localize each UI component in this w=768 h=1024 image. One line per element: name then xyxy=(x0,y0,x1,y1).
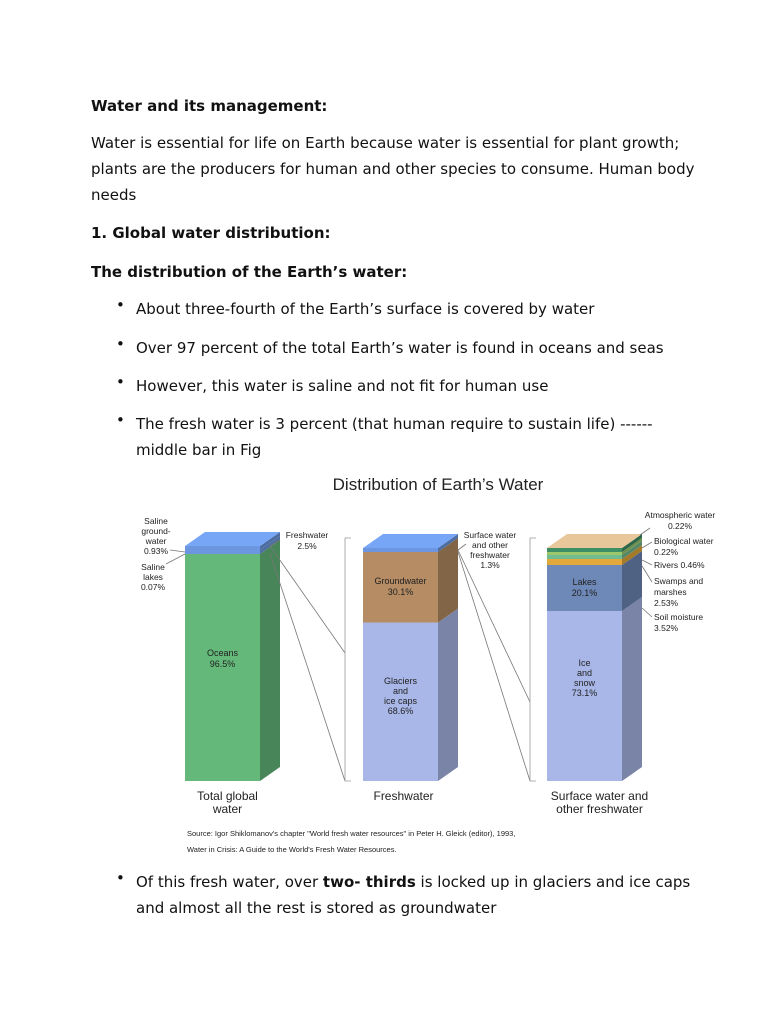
swamps-annotation: Swamps and marshes 2.53% xyxy=(654,576,704,608)
bar2-category-label: Freshwater xyxy=(373,789,434,803)
bullet-5-line-1 xyxy=(136,869,696,895)
section1-subheading: The distribution of the Earth’s water: xyxy=(91,263,408,281)
intro-line-2: plants are the producers for human and other species to consume. Human body xyxy=(91,160,695,178)
intro-line-1: Water is essential for life on Earth because water is essential for plant growth; xyxy=(91,134,680,152)
bullet-3: However, this water is saline and not fit for human use xyxy=(136,377,549,395)
atmospheric-annotation: Atmospheric water 0.22% xyxy=(644,510,716,531)
freshwater-annotation: Freshwater 2.5% xyxy=(285,530,329,551)
surface-connector-bottom xyxy=(458,552,530,781)
biological-leader xyxy=(642,542,652,548)
bullet-5-text-b: is locked up in glaciers and ice caps xyxy=(415,873,691,891)
bullet-marker: • xyxy=(116,335,125,353)
chart-title: Distribution of Earth’s Water xyxy=(332,475,544,494)
bar3-category-label: Surface water and other freshwater xyxy=(550,789,649,816)
groundwater-label: Groundwater 30.1% xyxy=(374,576,427,597)
biological-annotation: Biological water 0.22% xyxy=(654,536,714,557)
ice-snow-label: Ice and snow 73.1% xyxy=(571,658,598,698)
saline-lakes-leader xyxy=(166,554,185,564)
glaciers-label: Glaciers and ice caps 68.6% xyxy=(383,676,418,716)
rivers-annotation: Rivers 0.46% xyxy=(654,560,705,570)
lakes-label: Lakes 20.1% xyxy=(571,577,598,598)
bullet-marker: • xyxy=(116,411,125,429)
rivers-leader xyxy=(642,560,652,565)
surface-bracket xyxy=(530,538,536,781)
intro-line-3: needs xyxy=(91,186,137,204)
water-distribution-chart xyxy=(120,470,760,860)
atmospheric-leader xyxy=(640,528,650,535)
swamps-leader xyxy=(642,566,652,582)
freshwater-connector-bottom xyxy=(270,553,345,781)
surface-water-leader xyxy=(458,544,466,550)
surface-water-annotation: Surface water and other freshwater 1.3% xyxy=(463,530,517,570)
bullet-marker: • xyxy=(116,373,125,391)
swamps-segment xyxy=(547,559,622,565)
chart-source-line-1: Source: Igor Shiklomanov's chapter "World fresh water resources" in Peter H. Gleick (editor), 1993, xyxy=(187,829,516,838)
bullet-4-line-1: The fresh water is 3 percent (that human require to sustain life) ------ xyxy=(136,415,653,433)
bullet-1: About three-fourth of the Earth’s surface is covered by water xyxy=(136,300,595,318)
freshwater-connector-top xyxy=(270,546,345,653)
bullet-marker: • xyxy=(116,296,125,314)
bullet-4-line-2: middle bar in Fig xyxy=(136,441,262,459)
groundwater-segment-side xyxy=(438,538,458,623)
oceans-segment-side xyxy=(260,540,280,781)
bullet-marker: • xyxy=(116,869,125,887)
oceans-label: Oceans 96.5% xyxy=(206,648,239,669)
heading-main: Water and its management: xyxy=(91,97,328,115)
bullet-5-bold: two- thirds xyxy=(322,873,416,891)
section1-heading: 1. Global water distribution: xyxy=(91,224,331,242)
soil-leader xyxy=(642,608,652,617)
saline-groundwater-annotation: Saline ground-water 0.93% xyxy=(141,516,171,556)
bullet-2: Over 97 percent of the total Earth’s water is found in oceans and seas xyxy=(136,339,664,357)
rivers-segment xyxy=(547,555,622,559)
atmospheric-segment xyxy=(547,548,622,552)
biological-segment xyxy=(547,552,622,555)
ice-snow-segment-side xyxy=(622,597,642,781)
bar1-category-label: Total global water xyxy=(197,789,258,816)
glaciers-segment-side xyxy=(438,609,458,781)
soil-annotation: Soil moisture 3.52% xyxy=(654,612,704,633)
surface-fresh-segment xyxy=(363,548,438,552)
freshwater-bracket xyxy=(345,538,351,781)
saline-groundwater-segment xyxy=(185,550,260,554)
saline-lakes-annotation: Saline lakes 0.07% xyxy=(140,562,166,592)
bullet-5-line-2: and almost all the rest is stored as groundwater xyxy=(136,899,497,917)
surface-connector-top xyxy=(458,550,530,702)
saline-groundwater-leader xyxy=(170,550,185,552)
freshwater-segment xyxy=(185,546,260,550)
bullet-5-text-a: Of this fresh water, over xyxy=(136,873,323,891)
chart-source-line-2: Water in Crisis: A Guide to the World's Fresh Water Resources. xyxy=(187,845,397,854)
